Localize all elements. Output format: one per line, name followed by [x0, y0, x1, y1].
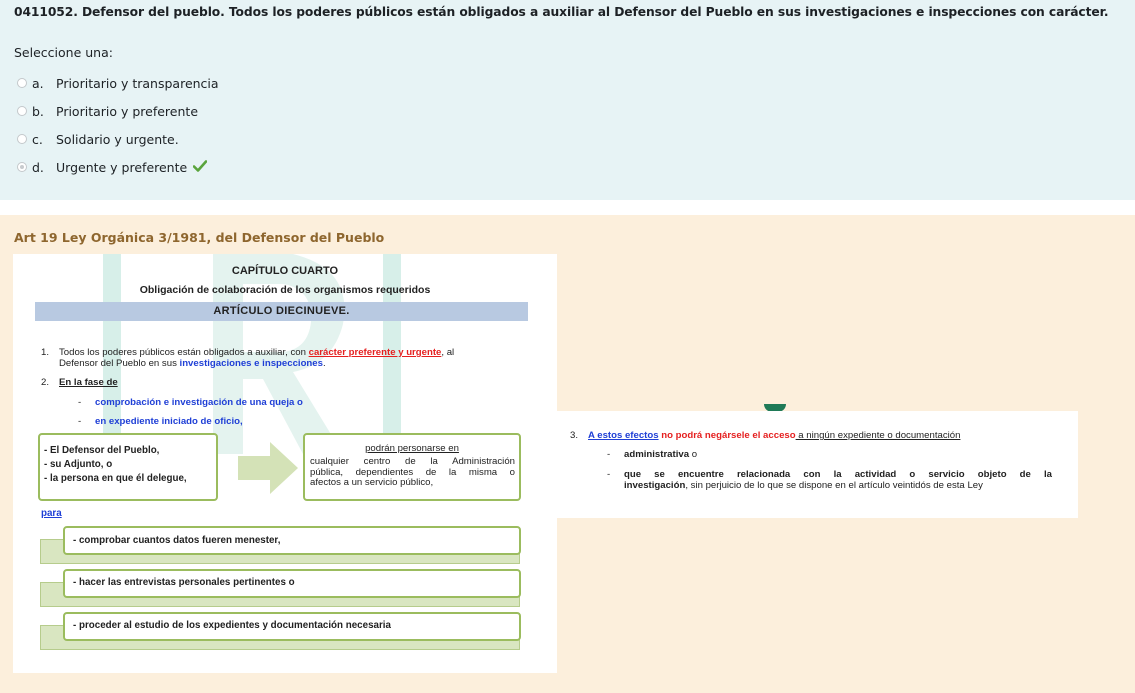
- option-d[interactable]: [17, 158, 207, 176]
- action-item: - proceder al estudio de los expedientes y documentación necesaria: [73, 620, 391, 631]
- bullet-queja: comprobación e investigación de una queja o: [95, 397, 303, 408]
- check-icon: [193, 160, 207, 175]
- paragraph-3-bullet-1: administrativa o: [624, 449, 698, 460]
- bullet-dash: -: [607, 449, 611, 460]
- option-label: Prioritario y transparencia: [56, 75, 219, 91]
- paragraph-3-number: 3.: [570, 430, 579, 441]
- option-label: Solidario y urgente.: [56, 131, 179, 147]
- places-heading: podrán personarse en: [365, 443, 459, 454]
- option-c[interactable]: [17, 130, 179, 148]
- paragraph-3: A estos efectos no podrá negársele el acceso a ningún expediente o documentación: [588, 430, 961, 441]
- bullet-oficio: en expediente iniciado de oficio,: [95, 416, 243, 427]
- action-item: - hacer las entrevistas personales pertinentes o: [73, 577, 295, 588]
- law-excerpt-image: [13, 254, 557, 673]
- option-letter: c.: [32, 131, 43, 147]
- option-letter: d.: [32, 159, 44, 175]
- feedback-title: Art 19 Ley Orgánica 3/1981, del Defensor del Pueblo: [14, 230, 385, 245]
- radio-option-a[interactable]: [17, 78, 27, 88]
- paragraph-2-heading: En la fase de: [59, 377, 118, 388]
- question-text: 0411052. Defensor del pueblo. Todos los poderes públicos están obligados a auxiliar al Defensor del Pueblo en sus investigaciones e inspecciones con carácter.: [14, 5, 1109, 19]
- radio-option-c[interactable]: [17, 134, 27, 144]
- radio-option-b[interactable]: [17, 106, 27, 116]
- chapter-title: CAPÍTULO CUARTO: [231, 265, 339, 277]
- chapter-subtitle: Obligación de colaboración de los organismos requeridos: [139, 284, 431, 296]
- bullet-dash: -: [78, 397, 82, 408]
- action-item: - comprobar cuantos datos fueren menester,: [73, 535, 281, 546]
- answer-prompt: Seleccione una:: [14, 45, 113, 60]
- radio-option-d[interactable]: [17, 162, 27, 172]
- option-b[interactable]: [17, 102, 198, 120]
- option-a[interactable]: [17, 74, 219, 92]
- places-text: cualquier centro de la Administración pública, dependientes de la misma o afectos a un servicio público,: [310, 456, 515, 488]
- paragraph-1-number: 1.: [41, 347, 50, 358]
- paragraph-2-number: 2.: [41, 377, 50, 388]
- arrow-right-icon: [238, 442, 298, 494]
- paragraph-1: Todos los poderes públicos están obligados a auxiliar, con carácter preferente y urgente, al Defensor del Pueblo en sus investigaciones e inspecciones.: [59, 347, 455, 369]
- bullet-dash: -: [78, 416, 82, 427]
- article-heading: ARTÍCULO DIECINUEVE.: [35, 302, 528, 321]
- bullet-dash: -: [607, 469, 611, 480]
- law-excerpt-image-2: [557, 411, 1078, 518]
- option-label: Prioritario y preferente: [56, 103, 199, 119]
- option-letter: b.: [32, 103, 44, 119]
- option-letter: a.: [32, 75, 44, 91]
- option-label: Urgente y preferente: [56, 159, 188, 175]
- actors-list: - El Defensor del Pueblo, - su Adjunto, o - la persona en que él delegue,: [44, 445, 187, 484]
- paragraph-3-bullet-2: que se encuentre relacionada con la actividad o servicio objeto de la investigación, sin perjuicio de lo que se dispone en el artículo veintidós de esta Ley: [624, 469, 1052, 491]
- para-label: para: [41, 508, 62, 519]
